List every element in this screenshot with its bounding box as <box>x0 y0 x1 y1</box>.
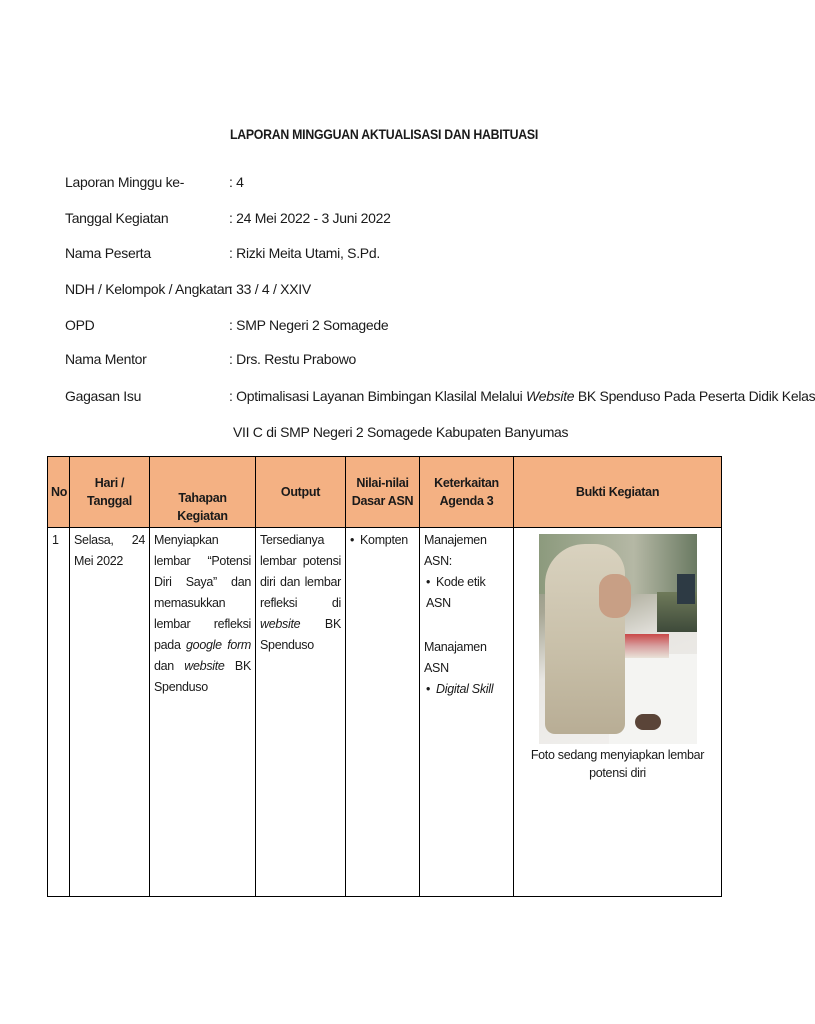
cell-no: 1 <box>48 528 70 897</box>
cell-italic: google form <box>186 638 251 652</box>
cell-text: dan <box>154 659 185 673</box>
cell-text: BK Spenduso <box>154 659 251 694</box>
bullet-icon: • <box>426 575 431 589</box>
info-value-italic: Website <box>526 388 575 404</box>
cell-text: Kompten <box>360 533 408 547</box>
ket-item <box>424 572 509 614</box>
cell-text: Tersedianya lembar potensi diri dan lembar refleksi di <box>260 533 341 610</box>
activity-photo <box>539 534 697 744</box>
cell-italic: website <box>260 617 301 631</box>
info-value <box>229 388 815 404</box>
header-keterkaitan: Keterkaitan Agenda 3 <box>420 457 514 528</box>
cell-italic: Digital Skill <box>436 682 494 696</box>
ket-heading: Manajamen ASN <box>424 640 487 675</box>
photo-caption: Foto sedang menyiapkan lembar potensi diri <box>530 748 705 780</box>
bullet-icon: • <box>426 682 431 696</box>
cell-text: Menyiapkan lembar “Potensi Diri Saya” dan memasukkan lembar refleksi pada <box>154 533 251 652</box>
ket-heading: Manajemen ASN: <box>424 533 487 568</box>
header-output: Output <box>256 457 346 528</box>
bullet-icon: • <box>350 533 355 547</box>
page-title: LAPORAN MINGGUAN AKTUALISASI DAN HABITUASI <box>229 126 539 142</box>
info-label: OPD <box>65 317 95 333</box>
ket-item <box>424 679 509 700</box>
info-value: : Rizki Meita Utami, S.Pd. <box>229 245 380 261</box>
info-label: Nama Mentor <box>65 351 147 367</box>
cell-hari-tanggal: Selasa, 24 Mei 2022 <box>70 528 150 897</box>
info-label: NDH / Kelompok / Angkatan <box>65 281 232 297</box>
info-value: : Drs. Restu Prabowo <box>229 351 357 367</box>
header-nilai-dasar: Nilai-nilai Dasar ASN <box>346 457 420 528</box>
info-label: Gagasan Isu <box>65 388 142 404</box>
header-bukti-kegiatan: Bukti Kegiatan <box>514 457 722 528</box>
cell-tahapan <box>150 528 256 897</box>
cell-keterkaitan <box>420 528 514 897</box>
cell-italic: website <box>184 659 225 673</box>
header-tahapan-kegiatan: Tahapan Kegiatan <box>150 457 256 528</box>
info-label: Tanggal Kegiatan <box>65 210 169 226</box>
header-no: No <box>48 457 70 528</box>
info-value: : 24 Mei 2022 - 3 Juni 2022 <box>229 210 391 226</box>
info-value-line2: VII C di SMP Negeri 2 Somagede Kabupaten Banyumas <box>233 424 569 440</box>
activity-table <box>47 456 722 897</box>
info-value-part: BK Spenduso Pada Peserta Didik Kelas <box>574 388 815 404</box>
info-value: : 4 <box>229 174 244 190</box>
cell-bukti <box>514 528 722 897</box>
info-label: Laporan Minggu ke- <box>65 174 185 190</box>
cell-nilai <box>346 528 420 897</box>
table-header-row <box>48 457 722 528</box>
info-value-part: : Optimalisasi Layanan Bimbingan Klasilal Melalui <box>229 388 527 404</box>
table-row <box>48 528 722 897</box>
info-value: : 33 / 4 / XXIV <box>229 281 311 297</box>
header-hari-tanggal: Hari / Tanggal <box>70 457 150 528</box>
cell-text: BK Spenduso <box>260 617 341 652</box>
info-value: : SMP Negeri 2 Somagede <box>229 317 389 333</box>
cell-text: Kode etik ASN <box>426 575 486 610</box>
cell-output <box>256 528 346 897</box>
info-label: Nama Peserta <box>65 245 151 261</box>
